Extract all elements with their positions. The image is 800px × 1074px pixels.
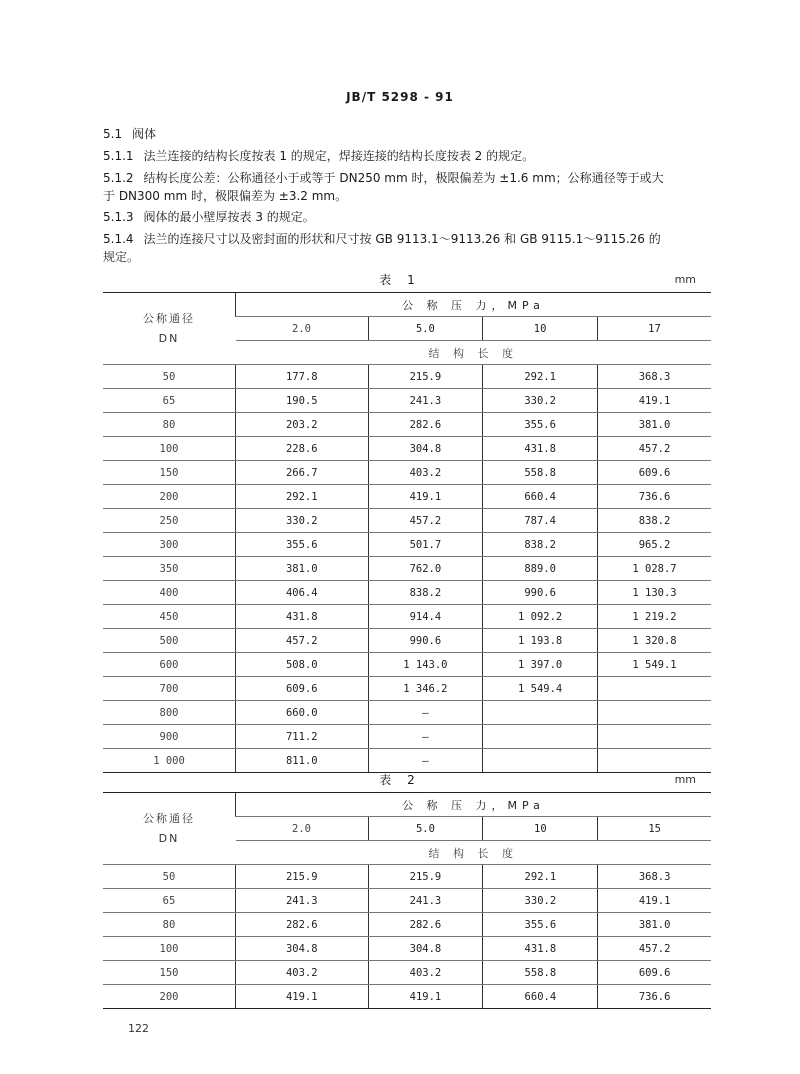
table-row xyxy=(103,605,711,629)
length-cell: 660.4 xyxy=(483,985,598,1009)
dn-cell: 200 xyxy=(103,985,236,1009)
length-cell: 304.8 xyxy=(236,937,369,961)
dn-cell: 150 xyxy=(103,461,236,485)
length-cell: 558.8 xyxy=(483,961,598,985)
dn-cell: 65 xyxy=(103,889,236,913)
clause-5-1-1 xyxy=(103,148,715,164)
length-cell: 1 219.2 xyxy=(598,605,712,629)
length-cell xyxy=(598,725,712,749)
length-cell: 1 397.0 xyxy=(483,653,598,677)
table-row xyxy=(103,389,711,413)
length-cell: — xyxy=(368,749,483,773)
length-cell: 914.4 xyxy=(368,605,483,629)
dn-cell: 700 xyxy=(103,677,236,701)
dn-header-cell xyxy=(103,293,236,365)
table-row xyxy=(103,557,711,581)
length-cell: 330.2 xyxy=(483,889,598,913)
length-cell: 558.8 xyxy=(483,461,598,485)
clause-5-1-4-continuation: 规定。 xyxy=(103,250,140,264)
clause-5-1-2-continuation: 于 DN300 mm 时，极限偏差为 ±3.2 mm。 xyxy=(103,189,348,203)
dn-cell: 1 000 xyxy=(103,749,236,773)
length-header: 结 构 长 度 xyxy=(236,841,712,865)
pressure-value: 17 xyxy=(598,317,712,341)
length-cell: 431.8 xyxy=(483,437,598,461)
dn-cell: 80 xyxy=(103,413,236,437)
length-cell: 419.1 xyxy=(236,985,369,1009)
length-cell: 282.6 xyxy=(236,913,369,937)
length-cell: 838.2 xyxy=(598,509,712,533)
length-cell: 403.2 xyxy=(368,961,483,985)
pressure-value: 10 xyxy=(483,817,598,841)
table1-caption: 表 1 xyxy=(379,273,421,287)
length-cell: 811.0 xyxy=(236,749,369,773)
length-cell xyxy=(483,749,598,773)
length-cell: 990.6 xyxy=(368,629,483,653)
length-cell: 403.2 xyxy=(368,461,483,485)
table2-unit: mm xyxy=(674,773,696,786)
length-cell: — xyxy=(368,701,483,725)
length-cell: 419.1 xyxy=(368,985,483,1009)
length-cell xyxy=(598,749,712,773)
clause-number: 5.1.2 xyxy=(103,171,134,185)
table2-caption: 表 2 xyxy=(379,773,421,787)
length-cell: 1 549.1 xyxy=(598,653,712,677)
length-cell: 889.0 xyxy=(483,557,598,581)
length-cell: 228.6 xyxy=(236,437,369,461)
length-cell: 457.2 xyxy=(598,437,712,461)
length-cell: 1 028.7 xyxy=(598,557,712,581)
length-cell: 241.3 xyxy=(236,889,369,913)
clause-number: 5.1.4 xyxy=(103,232,134,246)
length-cell xyxy=(483,701,598,725)
dn-cell: 500 xyxy=(103,629,236,653)
table1 xyxy=(103,292,711,773)
table-row xyxy=(103,413,711,437)
dn-cell: 300 xyxy=(103,533,236,557)
length-cell: 609.6 xyxy=(598,961,711,985)
clause-5-1-2 xyxy=(103,170,715,186)
length-cell: 266.7 xyxy=(236,461,369,485)
table-row xyxy=(103,461,711,485)
length-cell: 736.6 xyxy=(598,985,711,1009)
length-cell xyxy=(598,701,712,725)
pressure-value: 2.0 xyxy=(236,817,369,841)
dn-cell: 400 xyxy=(103,581,236,605)
dn-label-unit: DN xyxy=(158,831,180,845)
table-row xyxy=(103,653,711,677)
page-number: 122 xyxy=(128,1022,149,1035)
table1-unit: mm xyxy=(674,273,696,286)
dn-cell: 100 xyxy=(103,437,236,461)
length-cell: 292.1 xyxy=(483,865,598,889)
length-cell: 292.1 xyxy=(483,365,598,389)
dn-cell: 600 xyxy=(103,653,236,677)
length-cell: 177.8 xyxy=(236,365,369,389)
length-cell: 215.9 xyxy=(368,365,483,389)
length-cell: 431.8 xyxy=(236,605,369,629)
length-cell: 787.4 xyxy=(483,509,598,533)
dn-cell: 100 xyxy=(103,937,236,961)
length-cell: 282.6 xyxy=(368,913,483,937)
length-cell: 1 320.8 xyxy=(598,629,712,653)
table-row xyxy=(103,485,711,509)
length-cell: 1 346.2 xyxy=(368,677,483,701)
length-cell: 1 092.2 xyxy=(483,605,598,629)
table-row xyxy=(103,985,711,1009)
dn-label-unit: DN xyxy=(158,331,180,345)
dn-cell: 80 xyxy=(103,913,236,937)
table-row xyxy=(103,889,711,913)
length-cell: 419.1 xyxy=(368,485,483,509)
length-cell: 762.0 xyxy=(368,557,483,581)
length-cell: 355.6 xyxy=(483,913,598,937)
length-cell: 282.6 xyxy=(368,413,483,437)
table2 xyxy=(103,792,711,1009)
table-row xyxy=(103,937,711,961)
pressure-header: 公 称 压 力，MPa xyxy=(236,293,712,317)
dn-header-cell xyxy=(103,793,236,865)
length-cell: 304.8 xyxy=(368,437,483,461)
dn-cell: 150 xyxy=(103,961,236,985)
length-cell xyxy=(598,677,712,701)
dn-cell: 800 xyxy=(103,701,236,725)
pressure-header: 公 称 压 力，MPa xyxy=(236,793,712,817)
table-row xyxy=(103,629,711,653)
length-cell: 381.0 xyxy=(598,413,712,437)
length-cell: 1 143.0 xyxy=(368,653,483,677)
dn-label: 公称通径 xyxy=(143,811,195,825)
dn-cell: 50 xyxy=(103,865,236,889)
length-cell: 330.2 xyxy=(236,509,369,533)
length-cell: 736.6 xyxy=(598,485,712,509)
length-cell: 190.5 xyxy=(236,389,369,413)
length-cell: — xyxy=(368,725,483,749)
length-cell: 431.8 xyxy=(483,937,598,961)
dn-cell: 65 xyxy=(103,389,236,413)
clause-5-1-3 xyxy=(103,209,715,225)
length-cell: 241.3 xyxy=(368,389,483,413)
length-cell: 457.2 xyxy=(368,509,483,533)
length-cell: 355.6 xyxy=(483,413,598,437)
table-row xyxy=(103,677,711,701)
table-row xyxy=(103,437,711,461)
clause-5-1-4 xyxy=(103,231,715,247)
length-cell: 1 130.3 xyxy=(598,581,712,605)
length-cell: 419.1 xyxy=(598,889,711,913)
pressure-value: 10 xyxy=(483,317,598,341)
length-cell: 403.2 xyxy=(236,961,369,985)
clause-text: 法兰连接的结构长度按表 1 的规定，焊接连接的结构长度按表 2 的规定。 xyxy=(143,149,535,163)
clause-text: 法兰的连接尺寸以及密封面的形状和尺寸按 GB 9113.1～9113.26 和 GB 9115.1～9115.26 的 xyxy=(143,232,661,246)
table-row xyxy=(103,865,711,889)
length-header: 结 构 长 度 xyxy=(236,341,712,365)
table-row xyxy=(103,581,711,605)
dn-cell: 900 xyxy=(103,725,236,749)
clause-number: 5.1.1 xyxy=(103,149,134,163)
length-cell: 406.4 xyxy=(236,581,369,605)
length-cell: 381.0 xyxy=(236,557,369,581)
pressure-value: 15 xyxy=(598,817,711,841)
document-header: JB/T 5298 - 91 xyxy=(346,90,454,104)
table-row xyxy=(103,365,711,389)
table-row xyxy=(103,533,711,557)
dn-cell: 350 xyxy=(103,557,236,581)
pressure-value: 5.0 xyxy=(368,817,483,841)
section-title xyxy=(103,126,715,142)
length-cell: 368.3 xyxy=(598,865,711,889)
dn-label: 公称通径 xyxy=(143,311,195,325)
clause-number: 5.1.3 xyxy=(103,210,134,224)
table-row xyxy=(103,749,711,773)
length-cell: 838.2 xyxy=(368,581,483,605)
length-cell xyxy=(483,725,598,749)
length-cell: 419.1 xyxy=(598,389,712,413)
length-cell: 215.9 xyxy=(368,865,483,889)
table-row xyxy=(103,509,711,533)
length-cell: 457.2 xyxy=(236,629,369,653)
length-cell: 203.2 xyxy=(236,413,369,437)
length-cell: 355.6 xyxy=(236,533,369,557)
dn-cell: 200 xyxy=(103,485,236,509)
length-cell: 241.3 xyxy=(368,889,483,913)
length-cell: 304.8 xyxy=(368,937,483,961)
table-row xyxy=(103,913,711,937)
length-cell: 838.2 xyxy=(483,533,598,557)
dn-cell: 50 xyxy=(103,365,236,389)
section-title-text: 阀体 xyxy=(132,127,157,141)
section-number: 5.1 xyxy=(103,127,123,141)
dn-cell: 250 xyxy=(103,509,236,533)
dn-cell: 450 xyxy=(103,605,236,629)
length-cell: 368.3 xyxy=(598,365,712,389)
length-cell: 990.6 xyxy=(483,581,598,605)
length-cell: 292.1 xyxy=(236,485,369,509)
length-cell: 1 193.8 xyxy=(483,629,598,653)
length-cell: 501.7 xyxy=(368,533,483,557)
length-cell: 1 549.4 xyxy=(483,677,598,701)
pressure-value: 2.0 xyxy=(236,317,369,341)
clause-text: 结构长度公差：公称通径小于或等于 DN250 mm 时，极限偏差为 ±1.6 mm；公称通径等于或大 xyxy=(143,171,664,185)
length-cell: 215.9 xyxy=(236,865,369,889)
length-cell: 609.6 xyxy=(236,677,369,701)
length-cell: 330.2 xyxy=(483,389,598,413)
table-row xyxy=(103,961,711,985)
length-cell: 508.0 xyxy=(236,653,369,677)
length-cell: 711.2 xyxy=(236,725,369,749)
length-cell: 381.0 xyxy=(598,913,711,937)
table-row xyxy=(103,701,711,725)
pressure-value: 5.0 xyxy=(368,317,483,341)
length-cell: 660.4 xyxy=(483,485,598,509)
length-cell: 660.0 xyxy=(236,701,369,725)
table-row xyxy=(103,725,711,749)
length-cell: 609.6 xyxy=(598,461,712,485)
length-cell: 457.2 xyxy=(598,937,711,961)
length-cell: 965.2 xyxy=(598,533,712,557)
clause-text: 阀体的最小壁厚按表 3 的规定。 xyxy=(143,210,315,224)
